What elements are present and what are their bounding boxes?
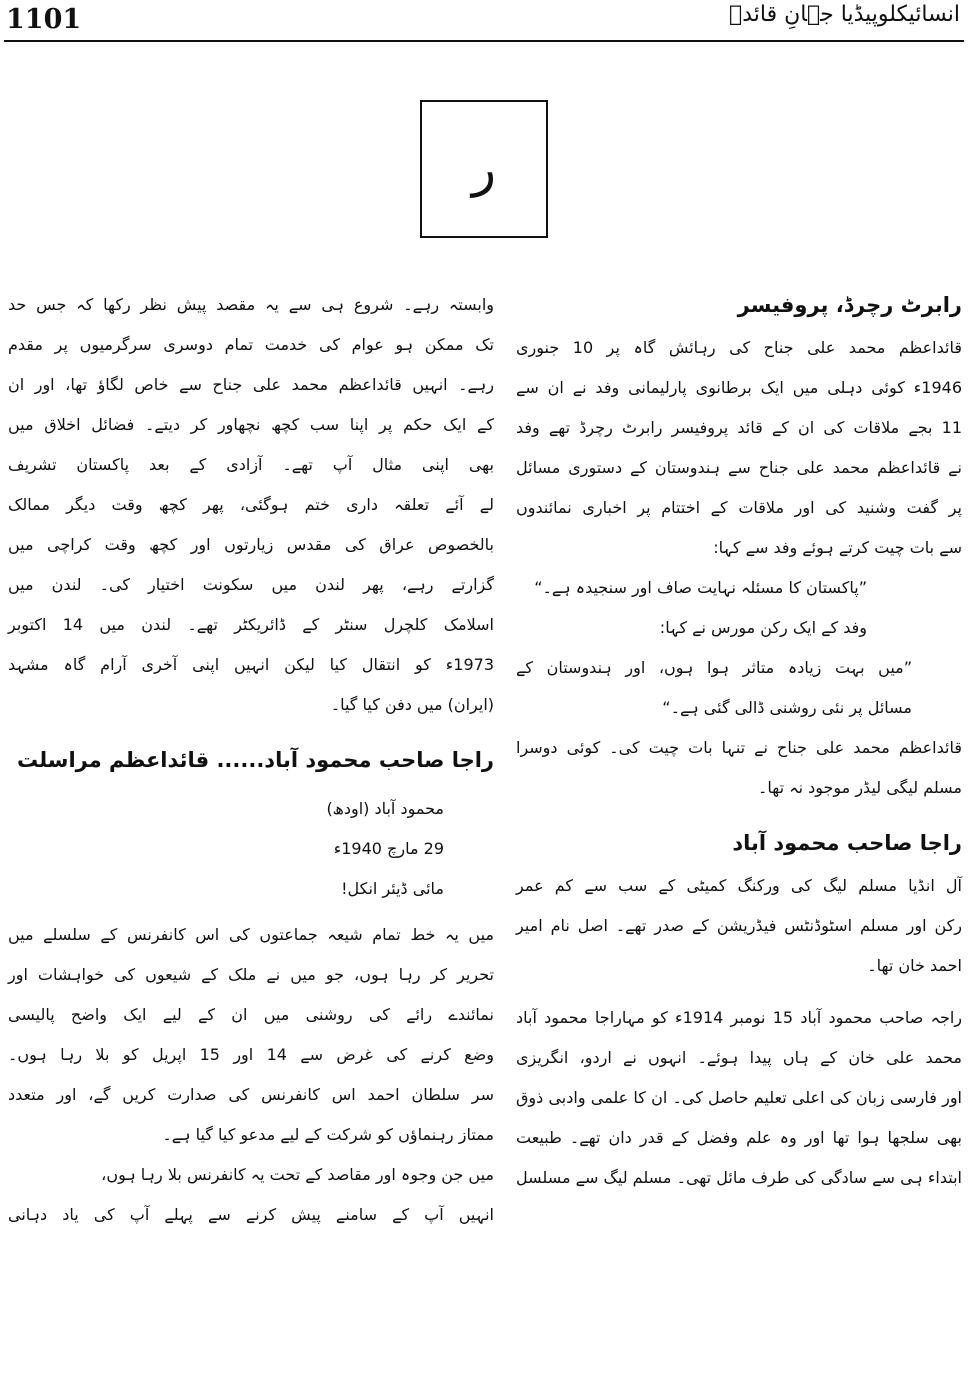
text-line: انہیں آپ کے سامنے پیش کرنے سے پہلے آپ کی یاد دہانی	[8, 1205, 494, 1224]
text-line: گزارتے رہے، پھر لندن میں سکونت اختیار کی۔ لندن میں	[8, 575, 494, 594]
text-line: قائداعظم محمد علی جناح کی رہائش گاہ پر 10 جنوری	[516, 338, 963, 357]
text-line: رکن اور مسلم اسٹوڈنٹس فیڈریشن کے صدر تھے۔ اصل نام امیر	[516, 916, 962, 935]
text-line: ”میں بہت زیادہ متاثر ہوا ہوں، اور ہندوستان کے	[516, 658, 912, 677]
text-line: اسلامک کلچرل سنٹر کے ڈائریکٹر تھے۔ لندن میں 14 اکتوبر	[8, 615, 494, 634]
text-line: کے ایک حکم پر اپنا سب کچھ نچھاور کر دیتے۔ فضائل اخلاق میں	[8, 415, 494, 434]
text-line: سر سلطان احمد اس کانفرنس کی صدارت کریں گے، اور متعدد	[8, 1085, 494, 1104]
left-column	[8, 285, 494, 1235]
running-title: انسائیکلوپیڈیا جہانِ قائدؒ	[729, 2, 960, 27]
text-line: پر گفت وشنید کی اور ملاقات کے اختتام پر اخباری نمائندوں	[516, 498, 962, 517]
text-line: مسائل پر نئی روشنی ڈالی گئی ہے۔“	[662, 698, 912, 717]
text-line: بالخصوص عراق کی مقدس زیارتوں اور کچھ وقت کراچی میں	[8, 535, 494, 554]
section-letter-box	[420, 100, 548, 238]
text-line: اور فارسی زبان کی اعلی تعلیم حاصل کی۔ ان کا علمی وادبی ذوق	[516, 1088, 962, 1107]
text-line: ابتداء ہی سے سادگی کی طرف مائل تھی۔ مسلم لیگ سے مسلسل	[516, 1168, 962, 1187]
text-line: نمائندے رائے کی روشنی میں ان کے لیے ایک واضح پالیسی	[8, 1005, 494, 1024]
section-heading: راجا صاحب محمود آباد...... قائداعظم مراسلت	[16, 748, 494, 772]
section-letter: ر	[471, 140, 497, 198]
text-line: محمد علی خان کے ہاں پیدا ہوئے۔ انہوں نے اردو، انگریزی	[516, 1048, 962, 1067]
text-line: مائی ڈیئر انکل!	[341, 879, 444, 898]
text-line: رہے۔ انہیں قائداعظم محمد علی جناح سے خاص لگاؤ تھا، اور ان	[8, 375, 494, 394]
text-line: تک ممکن ہو عوام کی خدمت تمام دوسری سرگرمیوں پر مقدم	[8, 335, 494, 354]
text-line: بھی اپنی مثال آپ تھے۔ آزادی کے بعد پاکستان تشریف	[8, 455, 494, 474]
text-line: احمد خان تھا۔	[867, 956, 962, 975]
text-line: 11 بجے ملاقات کی ان کے قائد پروفیسر رابرٹ رچرڈ تھے وفد	[516, 418, 962, 437]
text-line: محمود آباد (اودھ)	[326, 799, 444, 818]
text-line: سے بات چیت کرتے ہوئے وفد سے کہا:	[713, 538, 962, 557]
text-line: 1973ء کو انتقال کیا لیکن انہیں اپنی آخری آرام گاہ مشہد	[8, 655, 494, 674]
section-heading: رابرٹ رچرڈ، پروفیسر	[737, 293, 962, 317]
text-line: راجہ صاحب محمود آباد 15 نومبر 1914ء کو مہاراجا محمود آباد	[516, 1008, 962, 1027]
text-line: ”پاکستان کا مسئلہ نہایت صاف اور سنجیدہ ہے۔“	[534, 578, 867, 597]
text-line: وفد کے ایک رکن مورس نے کہا:	[659, 618, 867, 637]
text-line: آل انڈیا مسلم لیگ کی ورکنگ کمیٹی کے سب سے کم عمر	[516, 876, 962, 895]
text-line: مسلم لیگی لیڈر موجود نہ تھا۔	[758, 778, 962, 797]
right-column	[516, 282, 962, 1198]
text-line: وابستہ رہے۔ شروع ہی سے یہ مقصد پیش نظر رکھا کہ جس حد	[8, 295, 494, 314]
text-line: قائداعظم محمد علی جناح نے تنہا بات چیت کی۔ کوئی دوسرا	[516, 738, 962, 757]
text-line: تحریر کر رہا ہوں، جو میں نے ملک کے شیعوں کی خواہشات اور	[8, 965, 494, 984]
text-line: بھی سلجھا ہوا تھا اور وہ علم وفضل کے قدر دان تھے۔ طبیعت	[516, 1128, 962, 1147]
section-heading: راجا صاحب محمود آباد	[732, 831, 962, 855]
header-rule	[4, 40, 964, 42]
text-line: نے قائداعظم محمد علی جناح سے ہندوستان کے دستوری مسائل	[516, 458, 962, 477]
text-line: 1946ء کوئی دہلی میں ایک برطانوی پارلیمانی وفد نے ان سے	[516, 378, 962, 397]
text-line: میں جن وجوہ اور مقاصد کے تحت یہ کانفرنس بلا رہا ہوں،	[101, 1165, 494, 1184]
page-number: 1101	[6, 4, 82, 35]
text-line: 29 مارچ 1940ء	[333, 839, 444, 858]
text-line: (ایران) میں دفن کیا گیا۔	[330, 695, 494, 714]
text-line: لے آئے تعلقہ داری ختم ہوگئی، پھر کچھ وقت دیگر ممالک	[8, 495, 494, 514]
text-line: وضع کرنے کی غرض سے 14 اور 15 اپریل کو بلا رہا ہوں۔	[8, 1045, 494, 1064]
text-line: ممتاز رہنماؤں کو شرکت کے لیے مدعو کیا گیا ہے۔	[162, 1125, 494, 1144]
text-line: میں یہ خط تمام شیعہ جماعتوں کی اس کانفرنس کے سلسلے میں	[8, 925, 494, 944]
